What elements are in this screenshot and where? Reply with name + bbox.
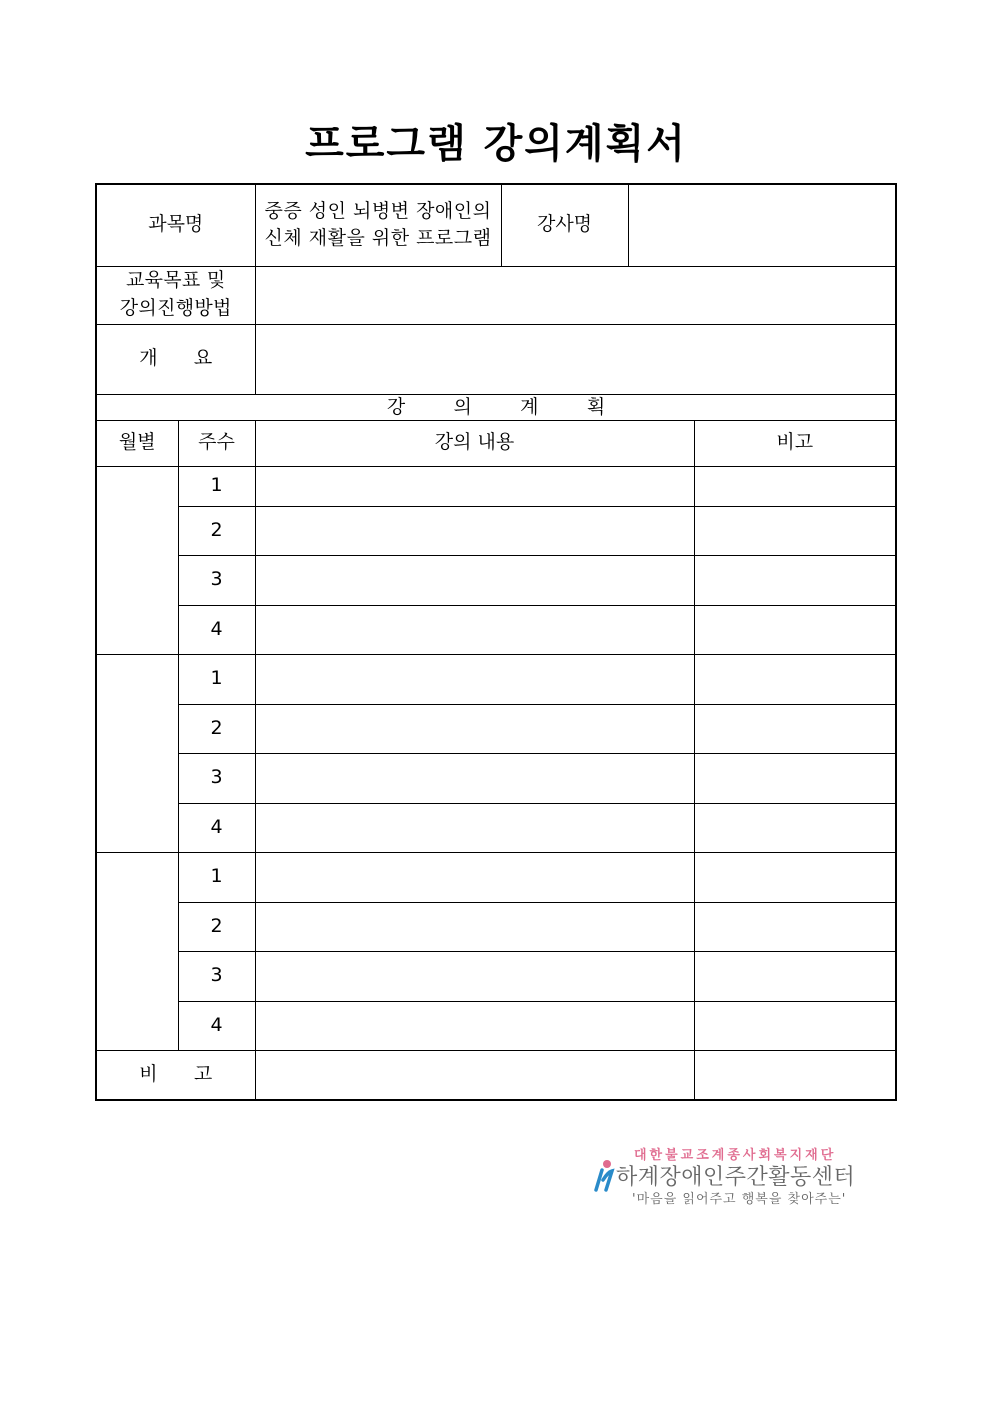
summary-field[interactable]	[255, 324, 896, 394]
content-field[interactable]	[255, 902, 694, 951]
content-field[interactable]	[255, 803, 694, 852]
month-column-header: 월별	[96, 420, 178, 466]
note-column-header: 비고	[694, 420, 896, 466]
content-column-header: 강의 내용	[255, 420, 694, 466]
remarks-field[interactable]	[255, 1050, 694, 1100]
month-cell[interactable]	[96, 654, 178, 852]
note-field[interactable]	[694, 1001, 896, 1050]
course-name-label: 과목명	[96, 184, 255, 266]
goal-field[interactable]	[255, 266, 896, 324]
center-name: 하계장애인주간활동센터	[616, 1165, 856, 1190]
content-field[interactable]	[255, 654, 694, 704]
week-number: 2	[178, 902, 255, 951]
content-field[interactable]	[255, 704, 694, 753]
note-field[interactable]	[694, 654, 896, 704]
week-number: 1	[178, 466, 255, 506]
center-slogan: '마음을 읽어주고 행복을 찾아주는'	[632, 1192, 847, 1207]
note-field[interactable]	[694, 704, 896, 753]
remarks-note-field[interactable]	[694, 1050, 896, 1100]
plan-section-title: 강 의 계 획	[96, 394, 896, 420]
note-field[interactable]	[694, 902, 896, 951]
content-field[interactable]	[255, 605, 694, 654]
goal-label-line2: 강의진행방법	[119, 297, 232, 319]
page-title: 프로그램 강의계획서	[305, 121, 687, 167]
week-number: 4	[178, 1001, 255, 1050]
content-field[interactable]	[255, 506, 694, 555]
note-field[interactable]	[694, 605, 896, 654]
content-field[interactable]	[255, 1001, 694, 1050]
note-field[interactable]	[694, 555, 896, 605]
note-field[interactable]	[694, 466, 896, 506]
summary-label: 개 요	[96, 324, 255, 394]
content-field[interactable]	[255, 951, 694, 1001]
week-column-header: 주수	[178, 420, 255, 466]
remarks-label: 비 고	[96, 1050, 255, 1100]
note-field[interactable]	[694, 803, 896, 852]
month-cell[interactable]	[96, 852, 178, 1050]
week-number: 3	[178, 951, 255, 1001]
foundation-name: 대한불교조계종사회복지재단	[634, 1148, 837, 1163]
note-field[interactable]	[694, 753, 896, 803]
content-field[interactable]	[255, 753, 694, 803]
course-name-value[interactable]	[255, 184, 501, 266]
week-number: 2	[178, 704, 255, 753]
goal-label	[96, 266, 255, 324]
week-number: 1	[178, 852, 255, 902]
week-number: 4	[178, 605, 255, 654]
week-number: 3	[178, 753, 255, 803]
note-field[interactable]	[694, 852, 896, 902]
course-name-line2: 신체 재활을 위한 프로그램	[264, 227, 492, 250]
month-cell[interactable]	[96, 466, 178, 654]
content-field[interactable]	[255, 852, 694, 902]
goal-label-line1: 교육목표 및	[125, 269, 226, 292]
week-number: 1	[178, 654, 255, 704]
week-number: 2	[178, 506, 255, 555]
content-field[interactable]	[255, 555, 694, 605]
week-number: 3	[178, 555, 255, 605]
instructor-field[interactable]	[628, 184, 896, 266]
content-field[interactable]	[255, 466, 694, 506]
course-name-line1: 중증 성인 뇌병변 장애인의	[264, 199, 492, 222]
week-number: 4	[178, 803, 255, 852]
lecture-plan-table	[95, 183, 897, 1101]
instructor-label: 강사명	[501, 184, 628, 266]
note-field[interactable]	[694, 951, 896, 1001]
note-field[interactable]	[694, 506, 896, 555]
